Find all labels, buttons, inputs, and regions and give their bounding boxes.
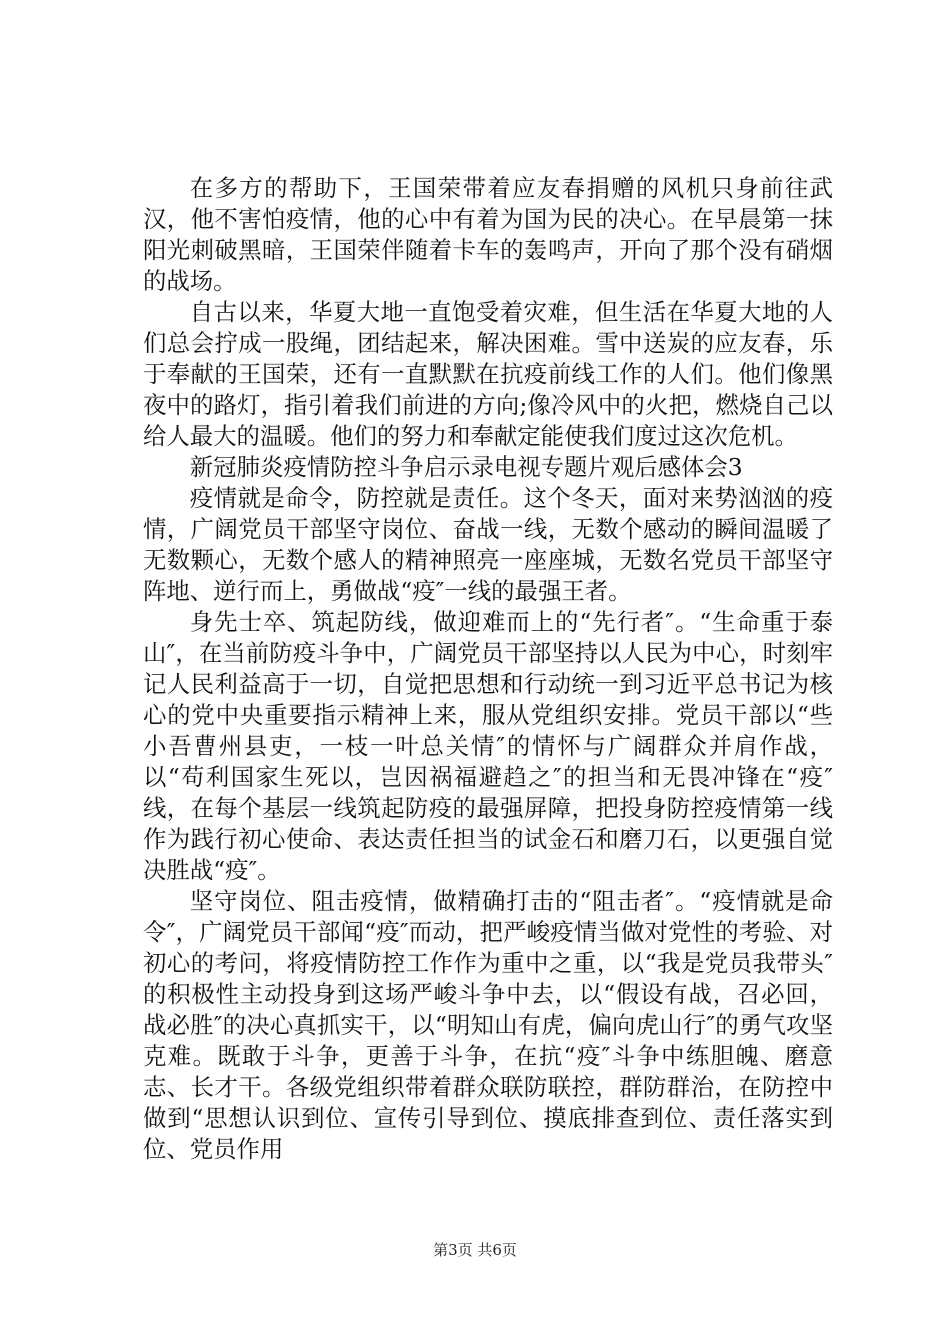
paragraph: 坚守岗位、阻击疫情，做精确打击的“阻击者″。“疫情就是命令″，广阔党员干部闻“疫″而动，把严峻疫情当做对党性的考验、对初心的考问，将疫情防控工作作为重中之重，以“我是党员我带头″的积极性主动投身到这场严峻斗争中去，以“假设有战，召必回，战必胜″的决心真抓实干，以“明知山有虎，偏向虎山行″的勇气攻坚克难。既敢于斗争，更善于斗争，在抗“疫″斗争中练胆魄、磨意志、长才干。各级党组织带着群众联防联控，群防群治，在防控中做到“思想认识到位、宣传引导到位、摸底排查到位、责任落实到位、党员作用 (143, 887, 833, 1163)
page-number-footer: 第3页 共6页 (433, 1241, 517, 1259)
paragraph: 疫情就是命令，防控就是责任。这个冬天，面对来势汹汹的疫情，广阔党员干部坚守岗位、奋战一线，无数个感动的瞬间温暖了无数颗心，无数个感人的精神照亮一座座城，无数名党员干部坚守阵地、逆行而上，勇做战“疫″一线的最强王者。 (143, 484, 833, 605)
section-heading: 新冠肺炎疫情防控斗争启示录电视专题片观后感体会3 (189, 453, 743, 481)
document-body (143, 173, 833, 1165)
paragraph: 身先士卒、筑起防线，做迎难而上的“先行者″。“生命重于泰山″，在当前防疫斗争中，广阔党员干部坚持以人民为中心，时刻牢记人民利益高于一切，自觉把思想和行动统一到习近平总书记为核心的党中央重要指示精神上来，服从党组织安排。党员干部以“些小吾曹州县吏，一枝一叶总关情″的情怀与广阔群众并肩作战，以“苟利国家生死以，岂因祸福避趋之″的担当和无畏冲锋在“疫″线，在每个基层一线筑起防疫的最强屏障，把投身防控疫情第一线作为践行初心使命、表达责任担当的试金石和磨刀石，以更强自觉决胜战“疫″。 (143, 608, 833, 884)
paragraph: 在多方的帮助下，王国荣带着应友春捐赠的风机只身前往武汉，他不害怕疫情，他的心中有着为国为民的决心。在早晨第一抹阳光刺破黑暗，王国荣伴随着卡车的轰鸣声，开向了那个没有硝烟的战场。 (143, 174, 833, 295)
paragraph: 自古以来，华夏大地一直饱受着灾难，但生活在华夏大地的人们总会拧成一股绳，团结起来，解决困难。雪中送炭的应友春，乐于奉献的王国荣，还有一直默默在抗疫前线工作的人们。他们像黑夜中的路灯，指引着我们前进的方向;像冷风中的火把，燃烧自己以给人最大的温暖。他们的努力和奉献定能使我们度过这次危机。 (143, 298, 833, 450)
